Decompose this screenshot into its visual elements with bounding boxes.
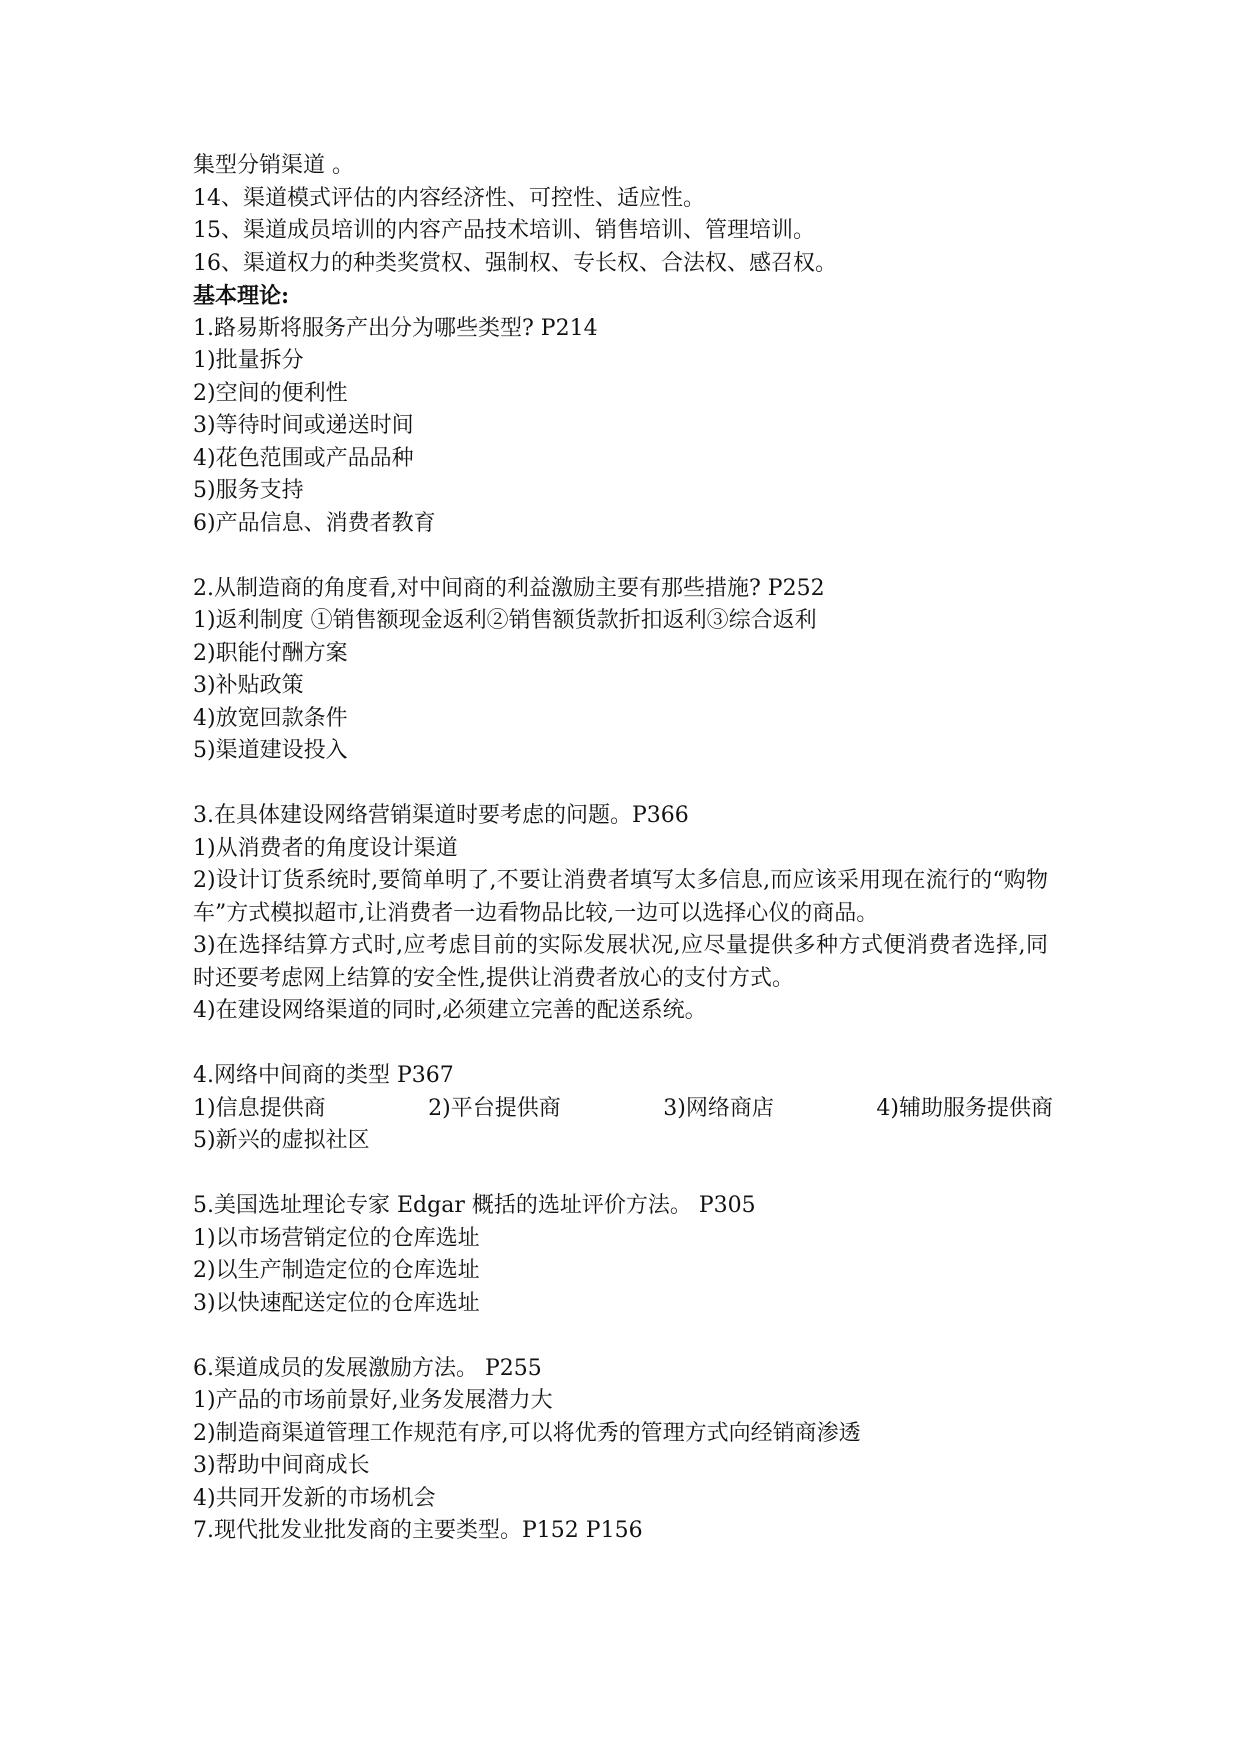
document-body [193, 150, 1073, 1548]
answer-item: 4)共同开发新的市场机会 [193, 1485, 436, 1511]
answer-item: 4)放宽回款条件 [193, 705, 348, 731]
answer-item: 3)帮助中间商成长 [193, 1453, 370, 1478]
question-title: 7.现代批发业批发商的主要类型。P152 P156 [193, 1518, 643, 1543]
answer-item: 1)批量拆分 [193, 348, 304, 373]
answer-item: 2)制造商渠道管理工作规范有序,可以将优秀的管理方式向经销商渗透 [193, 1420, 861, 1446]
question-title: 6.渠道成员的发展激励方法。 P255 [193, 1355, 542, 1381]
blank-line [193, 1320, 1073, 1353]
answer-item: 1)以市场营销定位的仓库选址 [193, 1225, 480, 1251]
answer-item: 4)在建设网络渠道的同时,必须建立完善的配送系统。 [193, 998, 707, 1023]
blank-line [193, 540, 1073, 573]
intro-line: 14、渠道模式评估的内容经济性、可控性、适应性。 [193, 185, 705, 211]
answer-item: 2)职能付酬方案 [193, 640, 348, 666]
question-title: 5.美国选址理论专家 Edgar 概括的选址评价方法。 P305 [193, 1193, 756, 1218]
answer-item: 1)从消费者的角度设计渠道 [193, 835, 458, 861]
blank-line [193, 1028, 1073, 1061]
answer-item: 1)信息提供商 [193, 1095, 326, 1121]
intro-line: 集型分销渠道 。 [193, 153, 354, 178]
answer-item: 3)等待时间或递送时间 [193, 413, 414, 438]
answer-item: 2)空间的便利性 [193, 380, 348, 406]
answer-row [193, 1093, 1053, 1126]
intro-line: 15、渠道成员培训的内容产品技术培训、销售培训、管理培训。 [193, 218, 815, 243]
answer-item: 2)设计订货系统时,要简单明了,不要让消费者填写太多信息,而应该采用现在流行的“购物车”方式模拟超市,让消费者一边看物品比较,一边可以选择心仪的商品。 [193, 868, 1048, 926]
question-title: 2.从制造商的角度看,对中间商的利益激励主要有那些措施? P252 [193, 575, 825, 601]
question-title: 3.在具体建设网络营销渠道时要考虑的问题。P366 [193, 803, 689, 828]
question-title: 4.网络中间商的类型 P367 [193, 1063, 454, 1088]
answer-item: 4)辅助服务提供商 [876, 1095, 1053, 1121]
answer-item: 4)花色范围或产品品种 [193, 445, 414, 471]
answer-item: 5)新兴的虚拟社区 [193, 1128, 370, 1153]
answer-item: 1)返利制度 ①销售额现金返利②销售额货款折扣返利③综合返利 [193, 608, 817, 633]
answer-item: 3)以快速配送定位的仓库选址 [193, 1290, 480, 1316]
answer-item: 1)产品的市场前景好,业务发展潜力大 [193, 1388, 553, 1413]
answer-item: 2)平台提供商 [428, 1095, 561, 1121]
answer-item: 3)在选择结算方式时,应考虑目前的实际发展状况,应尽量提供多种方式便消费者选择,同时还要考虑网上结算的安全性,提供让消费者放心的支付方式。 [193, 933, 1048, 991]
answer-item: 3)网络商店 [663, 1095, 774, 1121]
answer-item: 2)以生产制造定位的仓库选址 [193, 1258, 480, 1283]
section-heading: 基本理论: [193, 283, 290, 309]
intro-line: 16、渠道权力的种类奖赏权、强制权、专长权、合法权、感召权。 [193, 250, 837, 276]
answer-item: 5)服务支持 [193, 478, 304, 503]
blank-line [193, 1158, 1073, 1191]
answer-item: 6)产品信息、消费者教育 [193, 510, 436, 536]
answer-item: 5)渠道建设投入 [193, 738, 348, 763]
answer-item: 3)补贴政策 [193, 673, 304, 698]
question-title: 1.路易斯将服务产出分为哪些类型? P214 [193, 315, 598, 341]
blank-line [193, 768, 1073, 801]
